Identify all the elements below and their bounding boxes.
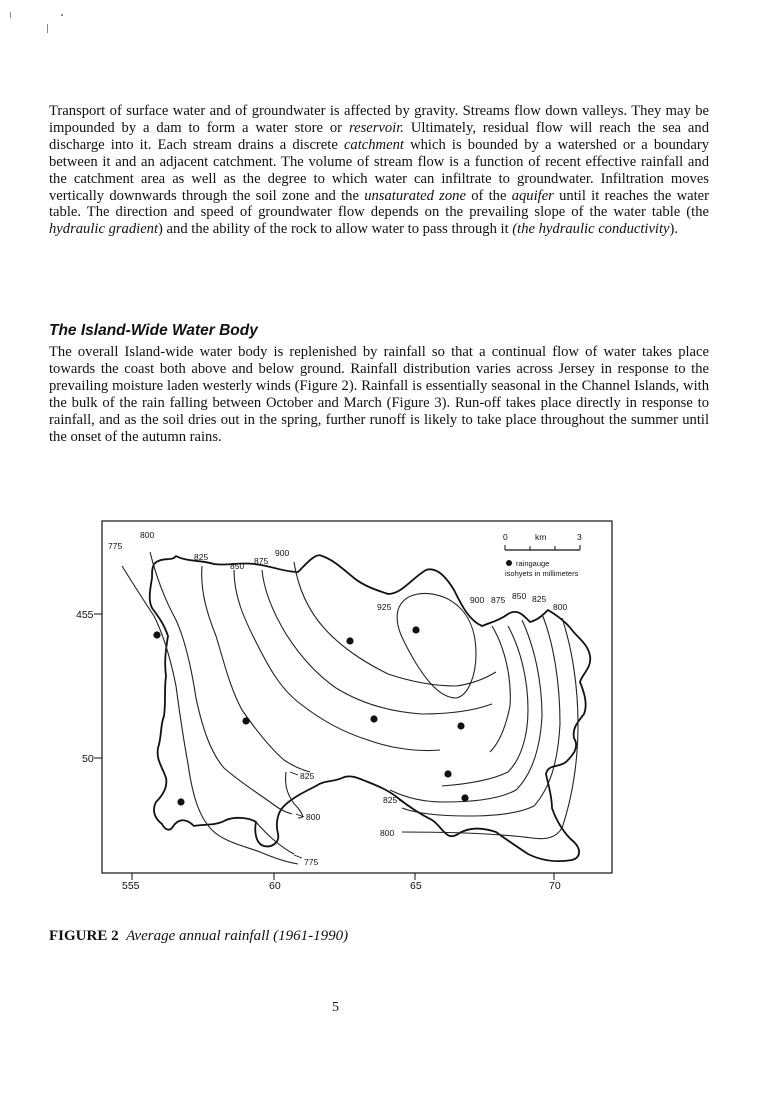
x-tick-label: 60	[269, 880, 281, 892]
scan-speck	[61, 14, 63, 16]
isohyet-label: 800	[553, 602, 568, 612]
scale-label-start: 0	[503, 532, 508, 542]
x-tick-label: 65	[410, 880, 422, 892]
text-run: until it reaches the water table. The direction and speed of groundwater flow depends on the prevailing slope of the water table (the	[49, 187, 710, 221]
isohyet-label: 800	[306, 812, 321, 822]
paragraph-water-body: The overall Island-wide water body is replenished by rainfall so that a continual flow of water takes place towards the coast both above and below ground. Rainfall distribution varies across Jersey in response to the prevailing moisture laden westerly winds (Figure 2). Rainfall is essentially seasonal in the Channel Islands, with the bulk of the rain falling between October and March (Figure 3). Run-off takes place directly in response to rainfall, and as the soil dries out in the spring, further runoff is likely to take place throughout the summer until the onset of the autumn rains.	[49, 344, 709, 445]
isohyet-label: 900	[275, 548, 290, 558]
isohyet-875	[262, 570, 492, 714]
isohyet-825	[202, 566, 310, 772]
raingauge-marker	[242, 717, 249, 724]
text-run: Ultimately, residual flow will reach the sea and discharge into it. Each stream drains a discrete	[49, 119, 710, 153]
scale-unit: km	[535, 532, 547, 542]
section-heading: The Island-Wide Water Body	[49, 322, 258, 339]
leader-line	[290, 772, 298, 775]
raingauge-marker	[461, 794, 468, 801]
isohyet-label: 775	[108, 541, 123, 551]
isohyet-label: 900	[470, 595, 485, 605]
isohyet-775-south	[256, 822, 294, 854]
italic-term: hydraulic gradient	[49, 221, 159, 238]
text-run: ).	[669, 221, 679, 238]
legend-isohyet-label: isohyets in millimeters	[505, 569, 579, 578]
scale-label-end: 3	[577, 532, 582, 542]
text-run: which is bounded by a watershed or a boundary between it and an adjacent catchment. The volume of stream flow is a function of recent effective rainfall and the catchment area as well as the degree to which water can infiltrate to groundwater. Infiltration moves vertically downwards through the soil zone and the	[49, 136, 709, 204]
y-tick-label: 50	[82, 753, 94, 765]
isohyet-900-east	[490, 626, 510, 752]
isohyet-800	[150, 552, 292, 814]
legend-raingauge-label: raingauge	[516, 559, 550, 568]
coastline	[150, 555, 591, 861]
leader-line	[399, 800, 408, 805]
y-tick-label: 455	[76, 609, 94, 621]
isohyet-label: 800	[380, 828, 395, 838]
rainfall-map	[72, 516, 620, 896]
isohyet-label: 875	[491, 595, 506, 605]
isohyet-775	[122, 566, 298, 864]
scan-speck	[10, 12, 11, 18]
isohyet-label: 775	[304, 857, 319, 867]
isohyet-label: 850	[512, 591, 527, 601]
paragraph-transport	[49, 103, 709, 238]
isohyet-label: 850	[230, 561, 245, 571]
figure-label: FIGURE 2	[49, 928, 119, 944]
raingauge-marker	[177, 798, 184, 805]
leader-line	[294, 855, 302, 858]
x-tick-label: 70	[549, 880, 561, 892]
text-run: ) and the ability of the rock to allow water to pass through it	[158, 221, 513, 238]
italic-term: reservoir.	[348, 119, 404, 136]
isohyet-label: 825	[532, 594, 547, 604]
raingauge-marker	[153, 631, 160, 638]
text-run: Transport of surface water and of groundwater is affected by gravity. Streams flow down valleys. They may be impounded by a dam to form a water store or	[49, 103, 709, 136]
isohyet-label: 925	[377, 602, 392, 612]
isohyet-label: 825	[194, 552, 209, 562]
isohyet-label: 825	[383, 795, 398, 805]
isohyet-900	[294, 562, 496, 686]
raingauge-marker	[370, 715, 377, 722]
page-number: 5	[332, 1000, 339, 1015]
figure-title: Average annual rainfall (1961-1990)	[126, 928, 349, 944]
figure-caption	[49, 928, 348, 945]
italic-term: unsaturated zone	[364, 187, 466, 204]
raingauge-marker	[457, 722, 464, 729]
isohyet-label: 875	[254, 556, 269, 566]
isohyet-label: 825	[300, 771, 315, 781]
text-run: of the	[465, 187, 512, 204]
italic-term: aquifer	[511, 187, 554, 204]
x-tick-label: 555	[122, 880, 140, 892]
isohyet-825-east	[402, 614, 560, 816]
italic-term: catchment	[343, 136, 404, 153]
isohyet-label: 800	[140, 530, 155, 540]
italic-term: (the hydraulic conductivity	[512, 221, 670, 238]
raingauge-marker	[444, 770, 451, 777]
legend-raingauge-marker	[506, 560, 512, 566]
raingauge-marker	[346, 637, 353, 644]
raingauge-marker	[412, 626, 419, 633]
scan-speck	[47, 24, 48, 33]
